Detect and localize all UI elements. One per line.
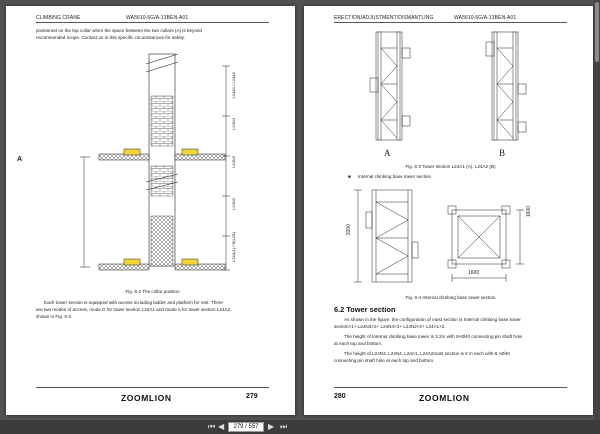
- header-section-title: ERECTION/ADJUSTMENT/DISMANTLING: [334, 15, 434, 21]
- p2-line-2: at each top and bottom.: [334, 341, 383, 346]
- footer-rule: [334, 387, 567, 388]
- header-rule: [36, 22, 269, 23]
- figure-6-4-caption: Fig. 6-4 Internal climbing base tower section: [405, 295, 496, 300]
- p1-line-2: section×1+ L24N3×2+ L24N4×3+ L24N2×2+ L24A1×2.: [334, 324, 446, 329]
- zoomlion-logo: ZOOMLION: [121, 393, 172, 403]
- internal-base-figure: [344, 182, 564, 294]
- page-number: 279: [246, 393, 258, 400]
- bullet-internal-base: Internal climbing base tower section: [358, 174, 432, 179]
- p1-line-1: As shown in the figure, the configuration of mast section is Internal climbing base tower: [344, 317, 521, 322]
- p3-line-2: connecting pin shaft hole at each top and bottom.: [334, 358, 435, 363]
- dim-label-5: L24A(1) / B(L1B): [231, 232, 236, 263]
- dim-label-1: L24A1 / L24A2: [231, 72, 236, 99]
- p2-line-1: The height of Internal climbing base tower is 3.2m with 8×Ø40 connecting pin shaft hole: [344, 334, 523, 339]
- section-6-2-title: 6.2 Tower section: [334, 305, 396, 314]
- dimension-a-label: A: [17, 156, 23, 163]
- vertical-scrollbar[interactable]: [594, 0, 600, 420]
- body-line-2: are two modes of access, mode D for tower section L24A1 and mode A for tower section L24A2,: [36, 307, 232, 312]
- first-page-icon[interactable]: ⏮: [208, 422, 216, 431]
- tower-sections-figure: [344, 28, 564, 146]
- header-left-title: CLIMBING CRANE: [36, 15, 81, 21]
- label-a: A: [384, 148, 391, 158]
- zoomlion-logo: ZOOMLION: [419, 393, 470, 403]
- intro-line-1: positioned on the top collar when the space between the two collars (A) is beyond: [36, 28, 202, 33]
- dim-3200: 3200: [346, 224, 352, 236]
- figure-6-2-caption: Fig. 6-2 The collar position: [125, 289, 180, 294]
- next-page-icon[interactable]: ▶: [268, 422, 275, 431]
- collar-position-figure: [66, 46, 246, 286]
- header-doc-code: WA5610-6G/A-13BEN-A01: [454, 15, 517, 21]
- label-b: B: [499, 148, 506, 158]
- dim-1600-horizontal: 1600: [468, 270, 480, 276]
- dim-1600-vertical: 1600: [526, 206, 532, 218]
- body-line-1: Each tower section is equipped with access including ladder and platform for rest. There: [44, 300, 223, 305]
- page-indicator-field[interactable]: 279 / 557: [228, 422, 264, 432]
- intro-line-2: recommended scope. Contact us in this specific circumstances for safety.: [36, 35, 186, 40]
- page-279: [6, 6, 295, 415]
- figure-6-3-caption: Fig. 6-3 Tower section L24A1 (A), L24A2 (B): [405, 164, 496, 169]
- p3-line-1: The height of L24N3, L24N4, L24A1, L24A2mast section is 3 m each with 8 ×Ø40: [344, 351, 510, 356]
- pdf-toolbar: [0, 420, 600, 434]
- header-doc-code: WA5610-6G/A-13BEN-A01: [126, 15, 189, 21]
- scrollbar-thumb[interactable]: [595, 2, 599, 62]
- page-280: [304, 6, 593, 415]
- bullet-marker: ■: [348, 174, 351, 179]
- previous-page-icon[interactable]: ◀: [218, 422, 225, 431]
- page-number: 280: [334, 393, 346, 400]
- body-line-3: shown in Fig. 6-3.: [36, 314, 73, 319]
- header-rule: [334, 22, 567, 23]
- dim-label-4: L24N2: [231, 198, 236, 210]
- last-page-icon[interactable]: ⏭: [280, 422, 288, 431]
- footer-rule: [36, 387, 269, 388]
- dim-label-3: L24N3: [231, 156, 236, 168]
- dim-label-2: L24N4: [231, 118, 236, 130]
